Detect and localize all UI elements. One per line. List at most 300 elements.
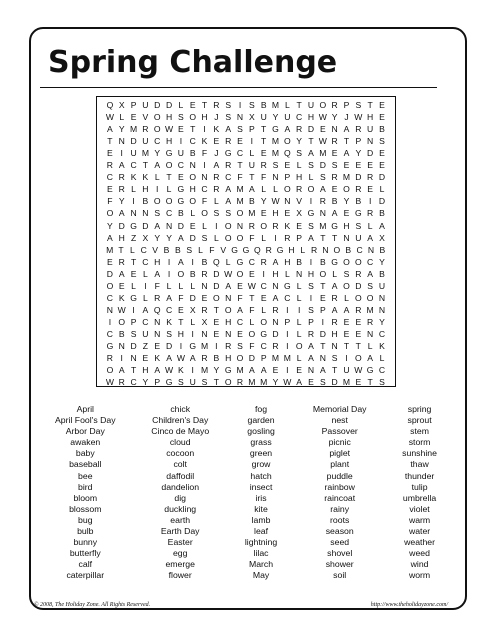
grid-letter: H bbox=[165, 112, 173, 123]
grid-letter: R bbox=[118, 256, 125, 267]
grid-letter: M bbox=[129, 124, 138, 135]
grid-letter: E bbox=[237, 136, 243, 147]
grid-letter: G bbox=[283, 280, 291, 291]
word-list-item: nest bbox=[331, 415, 348, 426]
grid-letter: E bbox=[142, 353, 149, 364]
grid-letter: I bbox=[215, 341, 218, 351]
grid-letter: S bbox=[237, 124, 243, 135]
grid-letter: A bbox=[308, 232, 314, 243]
grid-letter: R bbox=[265, 244, 272, 255]
grid-letter: T bbox=[213, 377, 219, 388]
grid-row bbox=[97, 316, 395, 328]
grid-letter: N bbox=[189, 160, 196, 171]
grid-letter: F bbox=[178, 292, 184, 303]
grid-row bbox=[97, 220, 395, 232]
grid-letter: O bbox=[354, 292, 362, 303]
grid-letter: Y bbox=[272, 112, 279, 123]
grid-letter: R bbox=[311, 244, 318, 255]
grid-letter: C bbox=[189, 136, 196, 147]
grid-letter: R bbox=[272, 341, 279, 351]
word-list-item: blossom bbox=[69, 503, 102, 514]
grid-letter: O bbox=[201, 208, 208, 219]
grid-letter: E bbox=[237, 328, 243, 339]
grid-letter: R bbox=[367, 316, 374, 327]
grid-letter: A bbox=[166, 353, 172, 364]
grid-letter: L bbox=[300, 244, 306, 255]
grid-letter: M bbox=[271, 136, 280, 147]
grid-letter: F bbox=[107, 196, 113, 207]
grid-letter: V bbox=[152, 244, 158, 255]
grid-letter: D bbox=[106, 268, 114, 279]
grid-row bbox=[97, 304, 395, 316]
grid-letter: G bbox=[177, 184, 185, 195]
grid-letter: N bbox=[367, 136, 374, 147]
word-list-item: earth bbox=[170, 514, 191, 525]
grid-letter: T bbox=[213, 304, 219, 315]
grid-letter: N bbox=[236, 112, 244, 123]
grid-letter: R bbox=[260, 256, 267, 267]
grid-letter: S bbox=[272, 160, 279, 171]
grid-letter: H bbox=[225, 353, 232, 364]
grid-letter: E bbox=[331, 148, 338, 159]
grid-letter: G bbox=[260, 328, 268, 339]
grid-letter: S bbox=[379, 136, 385, 147]
word-list-item: plant bbox=[330, 459, 350, 470]
grid-letter: K bbox=[142, 172, 149, 183]
grid-letter: S bbox=[213, 208, 220, 219]
grid-letter: A bbox=[225, 280, 232, 291]
grid-letter: B bbox=[118, 328, 125, 339]
grid-letter: S bbox=[379, 377, 385, 388]
word-list-item: gosling bbox=[247, 426, 275, 437]
grid-letter: L bbox=[190, 208, 196, 219]
grid-letter: C bbox=[140, 244, 147, 255]
grid-letter: A bbox=[296, 377, 303, 388]
grid-letter: P bbox=[260, 353, 267, 364]
grid-letter: D bbox=[331, 377, 338, 388]
grid-letter: L bbox=[166, 184, 172, 195]
grid-letter: L bbox=[308, 172, 314, 183]
word-list-item: Passover bbox=[321, 426, 358, 437]
grid-letter: D bbox=[177, 220, 184, 231]
grid-letter: I bbox=[132, 304, 135, 315]
grid-letter: C bbox=[378, 365, 386, 376]
word-list-item: bird bbox=[78, 481, 93, 492]
grid-letter: T bbox=[107, 136, 113, 147]
grid-letter: S bbox=[201, 232, 208, 243]
grid-letter: T bbox=[118, 244, 124, 255]
grid-letter: T bbox=[261, 124, 267, 135]
word-list-item: May bbox=[252, 570, 270, 581]
word-search-grid bbox=[96, 96, 396, 387]
word-list-item: baby bbox=[75, 448, 95, 459]
grid-row bbox=[97, 99, 395, 111]
grid-letter: E bbox=[379, 100, 385, 110]
grid-letter: H bbox=[142, 184, 149, 195]
grid-letter: C bbox=[165, 304, 173, 315]
grid-letter: N bbox=[378, 292, 386, 303]
grid-letter: A bbox=[260, 365, 267, 376]
grid-letter: R bbox=[331, 316, 338, 327]
word-list-item: rainbow bbox=[324, 481, 355, 492]
grid-letter: L bbox=[332, 268, 338, 279]
grid-letter: E bbox=[260, 292, 267, 303]
grid-letter: N bbox=[165, 220, 173, 231]
grid-letter: R bbox=[225, 136, 232, 147]
grid-letter: E bbox=[272, 365, 279, 376]
grid-letter: W bbox=[318, 136, 327, 147]
grid-letter: U bbox=[189, 377, 196, 388]
grid-letter: D bbox=[189, 292, 196, 303]
grid-letter: T bbox=[296, 100, 302, 110]
grid-letter: D bbox=[189, 232, 196, 243]
grid-letter: U bbox=[248, 160, 255, 171]
grid-letter: N bbox=[367, 244, 375, 255]
grid-letter: T bbox=[320, 341, 326, 351]
grid-letter: E bbox=[343, 316, 350, 327]
grid-letter: D bbox=[118, 220, 125, 231]
grid-letter: A bbox=[154, 268, 161, 279]
word-list-item: storm bbox=[408, 437, 431, 448]
grid-letter: S bbox=[225, 112, 232, 123]
grid-letter: T bbox=[178, 316, 184, 327]
grid-letter: L bbox=[190, 280, 196, 291]
word-list-item: caterpillar bbox=[66, 570, 105, 581]
grid-letter: R bbox=[331, 100, 338, 110]
grid-letter: C bbox=[248, 256, 255, 267]
grid-letter: U bbox=[130, 148, 137, 159]
grid-letter: I bbox=[215, 220, 218, 231]
grid-letter: F bbox=[237, 292, 243, 303]
grid-letter: L bbox=[213, 232, 219, 243]
grid-row bbox=[97, 147, 395, 159]
grid-letter: Y bbox=[379, 316, 385, 327]
grid-letter: U bbox=[177, 148, 184, 159]
grid-letter: E bbox=[178, 172, 184, 183]
grid-letter: O bbox=[189, 112, 197, 123]
grid-letter: I bbox=[144, 280, 147, 291]
grid-letter: R bbox=[367, 172, 374, 183]
grid-letter: T bbox=[320, 280, 326, 291]
grid-letter: U bbox=[142, 328, 149, 339]
grid-letter: A bbox=[118, 208, 125, 219]
grid-letter: F bbox=[237, 172, 243, 183]
grid-letter: Y bbox=[379, 256, 385, 267]
grid-letter: B bbox=[331, 196, 338, 207]
grid-letter: W bbox=[354, 112, 363, 123]
grid-letter: B bbox=[142, 196, 149, 207]
grid-letter: C bbox=[154, 136, 161, 147]
grid-letter: F bbox=[209, 244, 215, 255]
word-list-item: shovel bbox=[327, 548, 353, 559]
grid-letter: I bbox=[274, 232, 277, 243]
grid-letter: N bbox=[343, 232, 350, 243]
grid-letter: D bbox=[213, 280, 220, 291]
grid-letter: S bbox=[178, 112, 184, 123]
grid-letter: Q bbox=[106, 100, 114, 110]
word-list-item: seed bbox=[330, 537, 350, 548]
word-list-item: cocoon bbox=[166, 448, 195, 459]
grid-letter: R bbox=[331, 136, 338, 147]
word-list-item: daffodil bbox=[166, 470, 195, 481]
grid-letter: L bbox=[225, 256, 231, 267]
word-column bbox=[55, 404, 116, 594]
grid-letter: R bbox=[213, 100, 220, 110]
word-column bbox=[245, 404, 277, 594]
grid-letter: R bbox=[201, 268, 208, 279]
grid-letter: W bbox=[105, 377, 114, 388]
word-list-item: colt bbox=[173, 459, 187, 470]
grid-row bbox=[97, 328, 395, 340]
grid-letter: E bbox=[248, 268, 255, 279]
grid-letter: R bbox=[201, 304, 208, 315]
grid-letter: R bbox=[213, 184, 220, 195]
grid-letter: N bbox=[118, 136, 125, 147]
grid-letter: O bbox=[153, 112, 161, 123]
grid-letter: T bbox=[201, 100, 208, 110]
word-list-item: chick bbox=[170, 404, 191, 414]
grid-letter: R bbox=[367, 208, 374, 219]
grid-letter: C bbox=[142, 256, 149, 267]
grid-letter: N bbox=[272, 172, 279, 183]
grid-letter: I bbox=[156, 184, 159, 195]
grid-letter: Y bbox=[107, 220, 113, 231]
grid-letter: B bbox=[201, 256, 208, 267]
word-list-item: piglet bbox=[329, 448, 351, 459]
grid-letter: A bbox=[308, 148, 314, 159]
grid-letter: D bbox=[355, 172, 362, 183]
grid-letter: S bbox=[166, 328, 172, 339]
grid-letter: A bbox=[272, 256, 279, 267]
grid-letter: S bbox=[319, 172, 326, 183]
word-list-item: worm bbox=[408, 570, 431, 581]
grid-letter: A bbox=[248, 365, 255, 376]
grid-letter: T bbox=[367, 377, 373, 388]
word-list-item: shower bbox=[325, 559, 354, 570]
grid-letter: T bbox=[343, 341, 350, 351]
grid-letter: E bbox=[367, 160, 373, 171]
grid-letter: R bbox=[118, 184, 125, 195]
word-list-item: green bbox=[249, 448, 273, 459]
grid-letter: R bbox=[118, 377, 125, 388]
grid-letter: T bbox=[332, 365, 338, 376]
grid-letter: E bbox=[154, 341, 161, 351]
grid-letter: I bbox=[309, 256, 313, 267]
grid-letter: D bbox=[130, 136, 137, 147]
grid-letter: L bbox=[249, 148, 255, 159]
grid-letter: Q bbox=[254, 244, 261, 255]
grid-row bbox=[97, 340, 395, 352]
grid-letter: N bbox=[307, 365, 315, 376]
grid-letter: Y bbox=[166, 232, 172, 243]
grid-letter: R bbox=[355, 184, 362, 195]
grid-letter: I bbox=[250, 136, 254, 147]
grid-letter: W bbox=[105, 112, 114, 123]
grid-letter: O bbox=[283, 184, 291, 195]
grid-letter: D bbox=[213, 268, 220, 279]
grid-letter: U bbox=[355, 232, 362, 243]
grid-letter: D bbox=[272, 328, 279, 339]
grid-letter: O bbox=[106, 208, 114, 219]
grid-letter: H bbox=[331, 328, 338, 339]
grid-letter: M bbox=[319, 148, 327, 159]
grid-letter: O bbox=[260, 220, 268, 231]
grid-letter: A bbox=[272, 292, 279, 303]
grid-letter: R bbox=[236, 377, 244, 388]
grid-letter: N bbox=[331, 124, 338, 135]
word-list-item: awaken bbox=[70, 437, 101, 448]
grid-letter: H bbox=[272, 208, 279, 219]
grid-letter: L bbox=[178, 280, 184, 291]
grid-letter: F bbox=[249, 341, 255, 351]
grid-letter: M bbox=[342, 172, 351, 183]
grid-row bbox=[97, 280, 395, 292]
word-list-item: Cinco de Mayo bbox=[151, 426, 210, 437]
grid-letter: L bbox=[143, 292, 148, 303]
grid-letter: G bbox=[224, 148, 232, 159]
grid-letter: E bbox=[118, 280, 125, 291]
grid-letter: J bbox=[214, 148, 219, 159]
grid-letter: O bbox=[153, 124, 161, 135]
grid-letter: G bbox=[130, 220, 137, 231]
grid-letter: G bbox=[272, 124, 279, 135]
grid-letter: U bbox=[367, 124, 374, 135]
grid-letter: K bbox=[379, 341, 385, 351]
grid-letter: B bbox=[178, 208, 184, 219]
grid-letter: C bbox=[236, 316, 244, 327]
grid-letter: H bbox=[307, 112, 315, 123]
grid-letter: Y bbox=[296, 136, 303, 147]
grid-letter: L bbox=[296, 328, 302, 339]
grid-letter: W bbox=[271, 196, 280, 207]
grid-letter: I bbox=[286, 341, 289, 351]
grid-letter: T bbox=[261, 136, 267, 147]
grid-row bbox=[97, 123, 395, 135]
grid-letter: C bbox=[106, 292, 114, 303]
grid-letter: W bbox=[318, 112, 327, 123]
grid-letter: P bbox=[154, 377, 161, 388]
grid-letter: I bbox=[179, 341, 183, 351]
grid-letter: M bbox=[366, 304, 374, 315]
grid-row bbox=[97, 244, 395, 256]
grid-letter: A bbox=[166, 292, 172, 303]
grid-letter: T bbox=[249, 292, 255, 303]
word-list-item: warm bbox=[408, 514, 431, 525]
word-list-item: baseball bbox=[69, 459, 102, 470]
word-list-item: Earth Day bbox=[160, 526, 200, 537]
grid-letter: T bbox=[190, 124, 196, 135]
grid-letter: N bbox=[201, 172, 208, 183]
word-list-item: insect bbox=[249, 481, 273, 492]
word-list-item: April bbox=[76, 404, 94, 414]
grid-letter: O bbox=[343, 280, 350, 291]
grid-letter: E bbox=[379, 148, 385, 159]
grid-letter: Z bbox=[130, 232, 137, 243]
grid-letter: L bbox=[130, 244, 135, 255]
grid-letter: C bbox=[284, 292, 291, 303]
grid-letter: X bbox=[248, 112, 255, 123]
grid-letter: C bbox=[106, 328, 114, 339]
grid-letter: S bbox=[186, 244, 193, 255]
grid-letter: M bbox=[236, 196, 244, 207]
grid-letter: E bbox=[319, 124, 326, 135]
grid-letter: T bbox=[320, 232, 326, 243]
grid-letter: A bbox=[118, 365, 125, 376]
grid-letter: M bbox=[106, 244, 114, 255]
grid-letter: H bbox=[201, 112, 208, 123]
grid-letter: U bbox=[260, 112, 267, 123]
grid-letter: B bbox=[355, 196, 362, 207]
grid-letter: S bbox=[225, 100, 232, 110]
grid-letter: L bbox=[296, 353, 302, 364]
grid-letter: I bbox=[191, 256, 194, 267]
grid-letter: B bbox=[379, 268, 385, 279]
grid-letter: F bbox=[154, 280, 160, 291]
grid-letter: A bbox=[107, 124, 113, 135]
grid-letter: A bbox=[178, 232, 184, 243]
grid-letter: E bbox=[213, 328, 220, 339]
grid-letter: P bbox=[296, 232, 303, 243]
grid-letter: R bbox=[201, 353, 208, 364]
grid-letter: T bbox=[367, 100, 373, 110]
grid-letter: O bbox=[213, 292, 220, 303]
grid-letter: B bbox=[260, 100, 267, 110]
grid-letter: H bbox=[296, 172, 303, 183]
grid-letter: G bbox=[189, 341, 197, 351]
grid-letter: S bbox=[201, 377, 208, 388]
word-list-item: cloud bbox=[169, 437, 191, 448]
grid-letter: P bbox=[343, 100, 350, 110]
grid-letter: C bbox=[177, 160, 184, 171]
grid-letter: Q bbox=[213, 256, 220, 267]
grid-letter: P bbox=[355, 136, 362, 147]
grid-letter: E bbox=[331, 184, 338, 195]
grid-letter: E bbox=[178, 124, 184, 135]
grid-letter: O bbox=[153, 196, 161, 207]
grid-letter: H bbox=[284, 256, 291, 267]
grid-letter: I bbox=[132, 196, 135, 207]
title-underline bbox=[40, 87, 437, 88]
grid-letter: N bbox=[319, 208, 326, 219]
grid-letter: Y bbox=[118, 196, 125, 207]
grid-letter: E bbox=[189, 220, 196, 231]
grid-letter: T bbox=[308, 136, 314, 147]
word-list-item: fog bbox=[255, 404, 268, 414]
grid-letter: C bbox=[201, 184, 208, 195]
grid-letter: L bbox=[202, 220, 207, 231]
grid-row bbox=[97, 183, 395, 195]
grid-letter: A bbox=[154, 365, 161, 376]
grid-letter: E bbox=[296, 220, 303, 231]
grid-letter: I bbox=[309, 196, 313, 207]
grid-letter: M bbox=[271, 148, 280, 159]
grid-letter: U bbox=[142, 136, 149, 147]
grid-row bbox=[97, 352, 395, 364]
grid-letter: E bbox=[379, 160, 385, 171]
grid-letter: A bbox=[248, 184, 255, 195]
grid-letter: I bbox=[309, 292, 313, 303]
grid-letter: H bbox=[165, 136, 173, 147]
grid-letter: H bbox=[177, 328, 184, 339]
grid-letter: E bbox=[355, 160, 362, 171]
grid-letter: R bbox=[142, 124, 149, 135]
grid-letter: L bbox=[261, 232, 267, 243]
grid-letter: O bbox=[366, 292, 374, 303]
grid-row bbox=[97, 268, 395, 280]
grid-letter: X bbox=[189, 304, 196, 315]
grid-letter: L bbox=[379, 184, 385, 195]
grid-letter: E bbox=[284, 160, 291, 171]
